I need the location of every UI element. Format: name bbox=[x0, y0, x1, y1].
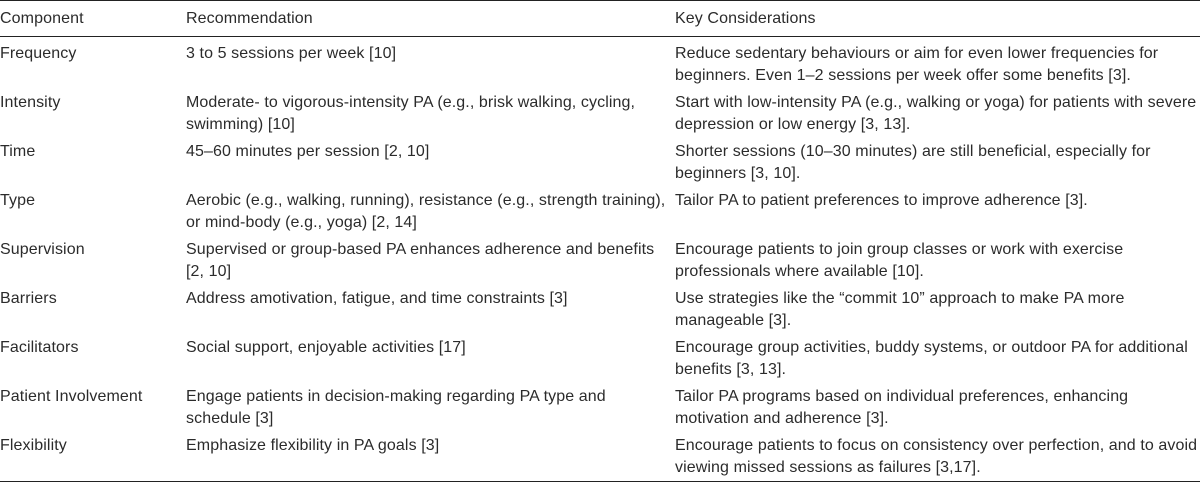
cell-component: Type bbox=[0, 192, 36, 209]
cell-component: Time bbox=[0, 143, 36, 160]
cell-considerations: Use strategies like the “commit 10” approach to make PA more manageable [3]. bbox=[675, 290, 1125, 329]
table-row bbox=[0, 37, 1200, 93]
header-recommendation: Recommendation bbox=[186, 9, 313, 27]
cell-recommendation: Supervised or group-based PA enhances adherence and benefits [2, 10] bbox=[186, 241, 655, 280]
table-row bbox=[0, 190, 1200, 239]
table-row bbox=[0, 239, 1200, 288]
cell-component: Flexibility bbox=[0, 437, 67, 454]
table-row bbox=[0, 435, 1200, 482]
cell-component: Facilitators bbox=[0, 339, 79, 356]
cell-considerations: Shorter sessions (10–30 minutes) are still beneficial, especially for beginners [3, 10]. bbox=[675, 143, 1151, 182]
cell-component: Patient Involvement bbox=[0, 388, 143, 405]
cell-recommendation: Engage patients in decision-making regarding PA type and schedule [3] bbox=[186, 388, 606, 427]
cell-component: Barriers bbox=[0, 290, 57, 307]
cell-considerations: Tailor PA to patient preferences to improve adherence [3]. bbox=[675, 192, 1088, 209]
cell-component: Intensity bbox=[0, 94, 61, 111]
cell-recommendation: Address amotivation, fatigue, and time constraints [3] bbox=[186, 290, 568, 307]
table-row bbox=[0, 337, 1200, 386]
cell-component: Frequency bbox=[0, 45, 77, 62]
table-row bbox=[0, 386, 1200, 435]
cell-component: Supervision bbox=[0, 241, 85, 258]
cell-considerations: Encourage patients to focus on consistency over perfection, and to avoid viewing missed sessions as failures [3,17]. bbox=[675, 437, 1198, 476]
cell-considerations: Start with low-intensity PA (e.g., walking or yoga) for patients with severe depression or low energy [3, 13]. bbox=[675, 94, 1197, 133]
table-header-row bbox=[0, 1, 1200, 37]
header-key-considerations: Key Considerations bbox=[675, 9, 816, 27]
cell-recommendation: Emphasize flexibility in PA goals [3] bbox=[186, 437, 440, 454]
cell-considerations: Encourage patients to join group classes or work with exercise professionals where available [10]. bbox=[675, 241, 1124, 280]
cell-considerations: Reduce sedentary behaviours or aim for even lower frequencies for beginners. Even 1–2 sessions per week offer some benefits [3]. bbox=[675, 45, 1159, 84]
cell-recommendation: 45–60 minutes per session [2, 10] bbox=[186, 143, 430, 160]
cell-recommendation: 3 to 5 sessions per week [10] bbox=[186, 45, 397, 62]
cell-recommendation: Moderate- to vigorous-intensity PA (e.g., brisk walking, cycling, swimming) [10] bbox=[186, 94, 636, 133]
table-row bbox=[0, 92, 1200, 141]
cell-recommendation: Social support, enjoyable activities [17] bbox=[186, 339, 466, 356]
header-component: Component bbox=[0, 9, 84, 27]
cell-considerations: Encourage group activities, buddy systems, or outdoor PA for additional benefits [3, 13]. bbox=[675, 339, 1188, 378]
cell-recommendation: Aerobic (e.g., walking, running), resistance (e.g., strength training), or mind-body (e.g., yoga) [2, 14] bbox=[186, 192, 666, 231]
cell-considerations: Tailor PA programs based on individual preferences, enhancing motivation and adherence [3]. bbox=[675, 388, 1129, 427]
table-row bbox=[0, 288, 1200, 337]
table-row bbox=[0, 141, 1200, 190]
